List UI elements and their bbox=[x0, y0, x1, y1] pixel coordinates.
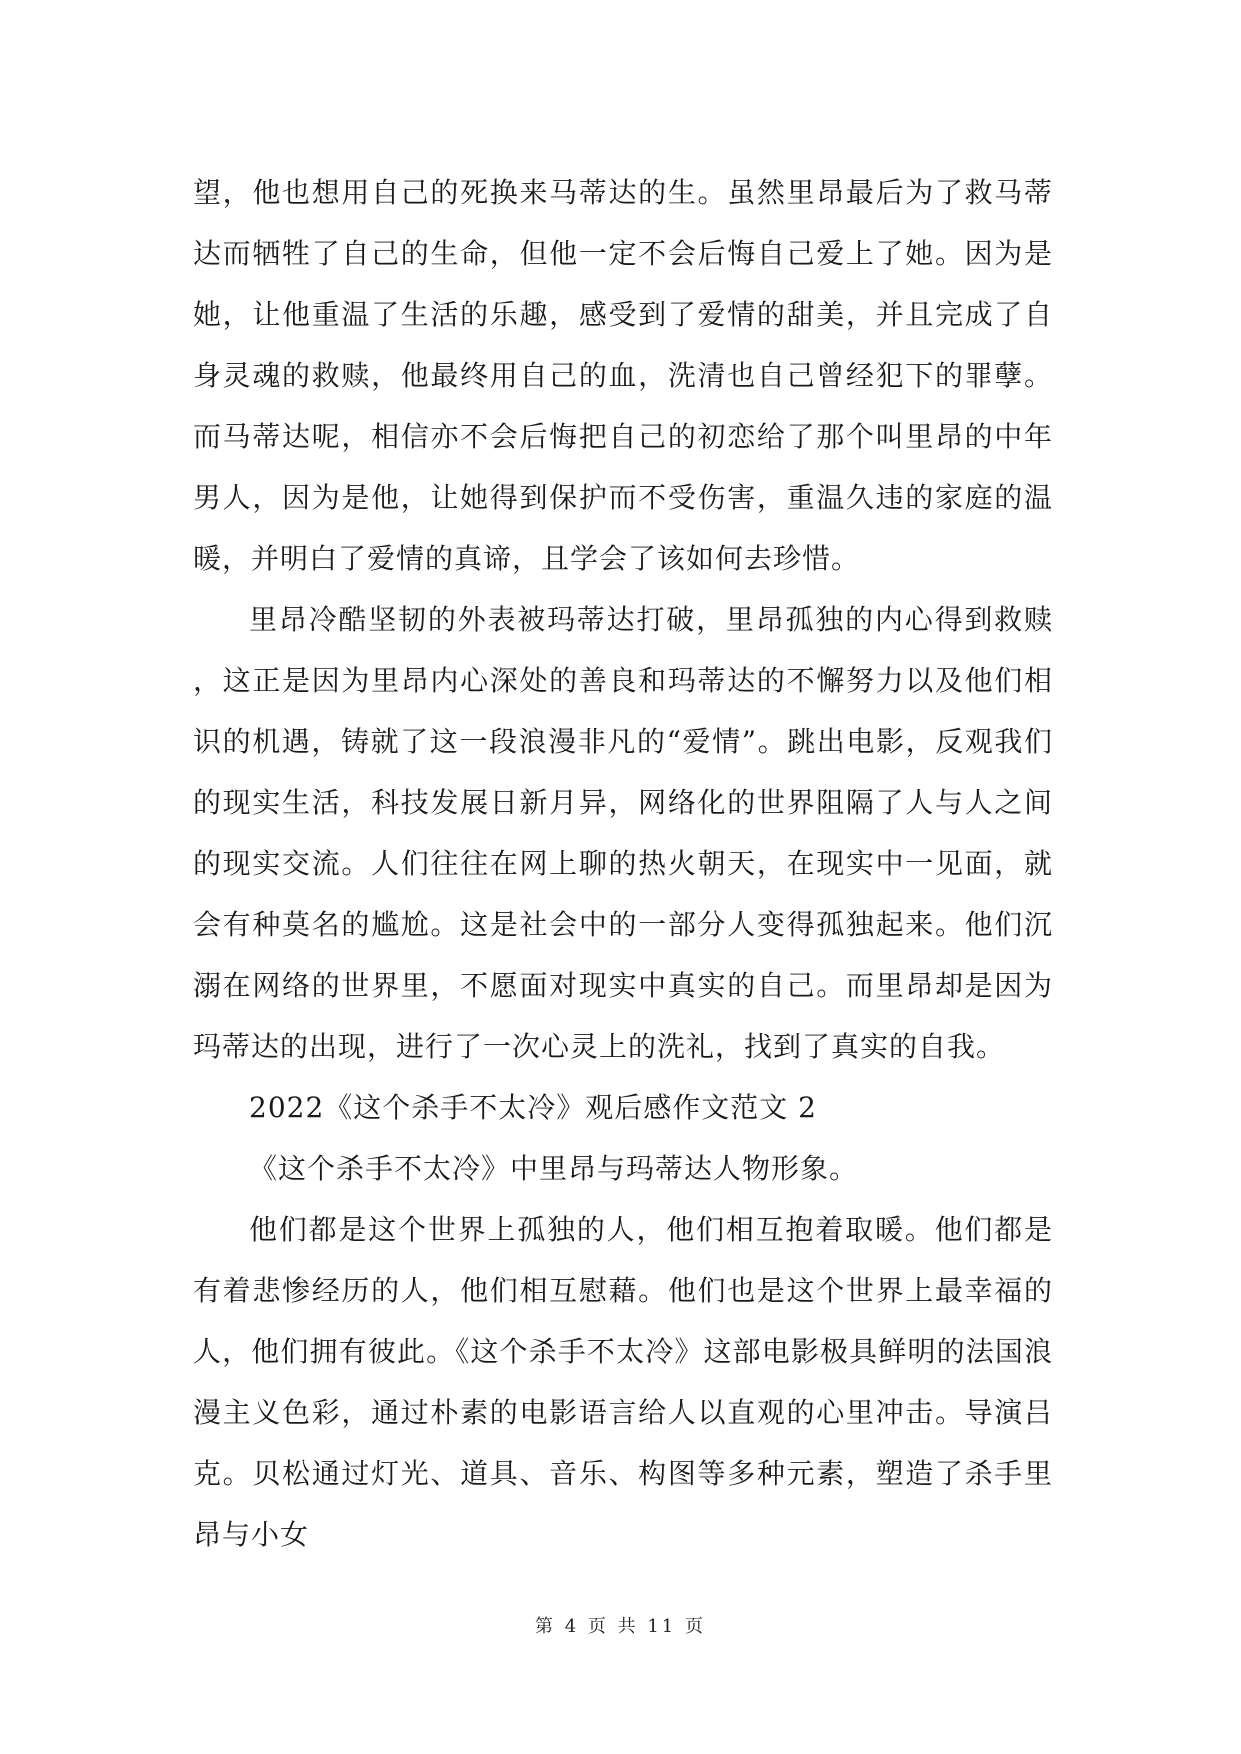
section-heading: 2022《这个杀手不太冷》观后感作文范文 2 bbox=[249, 1091, 817, 1124]
document-body bbox=[193, 162, 1053, 1565]
page-number-footer: 第 4 页 共 11 页 bbox=[535, 1616, 706, 1637]
paragraph-1: 望，他也想用自己的死换来马蒂达的生。虽然里昂最后为了救马蒂达而牺牲了自己的生命，但他一定不会后悔自己爱上了她。因为是她，让他重温了生活的乐趣，感受到了爱情的甜美，并且完成了自身灵魂的救赎，他最终用自己的血，洗清也自己曾经犯下的罪孽。而马蒂达呢，相信亦不会后悔把自己的初恋给了那个叫里昂的中年男人，因为是他，让她得到保护而不受伤害，重温久违的家庭的温暖，并明白了爱情的真谛，且学会了该如何去珍惜。 bbox=[193, 176, 1053, 575]
paragraph-2: 里昂冷酷坚韧的外表被玛蒂达打破，里昂孤独的内心得到救赎，这正是因为里昂内心深处的善良和玛蒂达的不懈努力以及他们相识的机遇，铸就了这一段浪漫非凡的“爱情”。跳出电影，反观我们的现实生活，科技发展日新月异，网络化的世界阻隔了人与人之间的现实交流。人们往往在网上聊的热火朝天，在现实中一见面，就会有种莫名的尴尬。这是社会中的一部分人变得孤独起来。他们沉溺在网络的世界里，不愿面对现实中真实的自己。而里昂却是因为玛蒂达的出现，进行了一次心灵上的洗礼，找到了真实的自我。 bbox=[193, 603, 1053, 1063]
paragraph-5: 他们都是这个世界上孤独的人，他们相互抱着取暖。他们都是有着悲惨经历的人，他们相互慰藉。他们也是这个世界上最幸福的人，他们拥有彼此。《这个杀手不太冷》这部电影极具鲜明的法国浪漫主义色彩，通过朴素的电影语言给人以直观的心里冲击。导演吕克。贝松通过灯光、道具、音乐、构图等多种元素，塑造了杀手里昂与小女 bbox=[193, 1213, 1053, 1551]
paragraph-subtitle: 《这个杀手不太冷》中里昂与玛蒂达人物形象。 bbox=[249, 1152, 859, 1185]
